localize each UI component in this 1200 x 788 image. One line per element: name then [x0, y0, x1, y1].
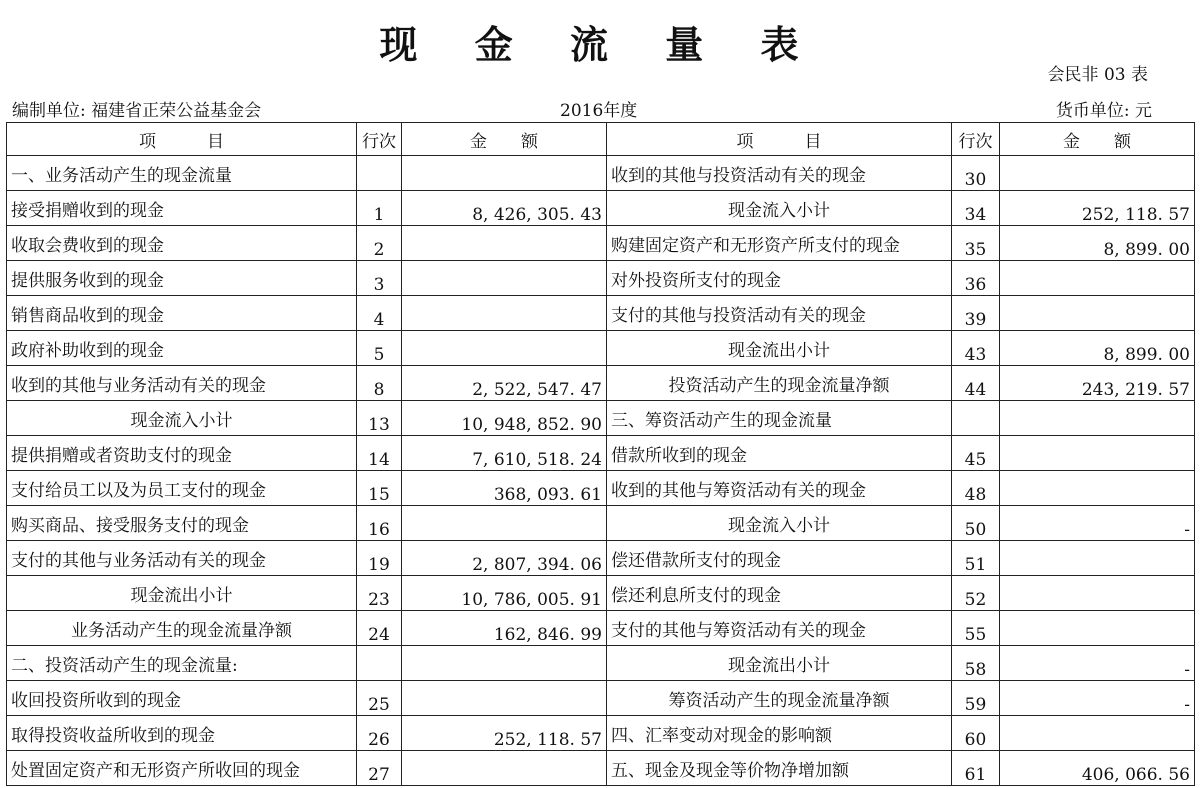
left-amount — [402, 681, 607, 716]
right-amount — [1000, 261, 1195, 296]
right-line-no: 58 — [952, 646, 1000, 681]
left-item: 收回投资所收到的现金 — [7, 681, 357, 716]
table-row — [7, 681, 1195, 716]
table-row — [7, 226, 1195, 261]
left-item: 一、业务活动产生的现金流量 — [7, 156, 357, 191]
left-item: 现金流出小计 — [7, 576, 357, 611]
right-amount: - — [1000, 681, 1195, 716]
left-line-no: 13 — [357, 401, 402, 436]
right-item: 收到的其他与投资活动有关的现金 — [607, 156, 952, 191]
table-row — [7, 751, 1195, 786]
right-amount: - — [1000, 646, 1195, 681]
left-item: 现金流入小计 — [7, 401, 357, 436]
table-row — [7, 716, 1195, 751]
left-item: 支付给员工以及为员工支付的现金 — [7, 471, 357, 506]
table-row — [7, 331, 1195, 366]
table-row — [7, 576, 1195, 611]
header-item-right: 项 目 — [607, 123, 952, 156]
right-line-no — [952, 401, 1000, 436]
left-item: 处置固定资产和无形资产所收回的现金 — [7, 751, 357, 786]
left-amount — [402, 331, 607, 366]
right-amount: 252, 118. 57 — [1000, 191, 1195, 226]
left-line-no: 14 — [357, 436, 402, 471]
right-amount — [1000, 716, 1195, 751]
right-item: 支付的其他与筹资活动有关的现金 — [607, 611, 952, 646]
right-item: 五、现金及现金等价物净增加额 — [607, 751, 952, 786]
left-line-no: 27 — [357, 751, 402, 786]
right-item: 现金流入小计 — [607, 191, 952, 226]
right-line-no: 61 — [952, 751, 1000, 786]
right-item: 四、汇率变动对现金的影响额 — [607, 716, 952, 751]
page-title: 现 金 流 量 表 — [379, 23, 821, 67]
right-amount — [1000, 576, 1195, 611]
report-year: 2016年度 — [560, 101, 638, 121]
right-item: 收到的其他与筹资活动有关的现金 — [607, 471, 952, 506]
table-row — [7, 191, 1195, 226]
left-item: 购买商品、接受服务支付的现金 — [7, 506, 357, 541]
left-item: 提供服务收到的现金 — [7, 261, 357, 296]
right-line-no: 39 — [952, 296, 1000, 331]
table-row — [7, 261, 1195, 296]
left-amount: 10, 786, 005. 91 — [402, 576, 607, 611]
header-line-left: 行次 — [357, 123, 402, 156]
left-line-no: 19 — [357, 541, 402, 576]
right-line-no: 44 — [952, 366, 1000, 401]
right-line-no: 51 — [952, 541, 1000, 576]
left-amount: 368, 093. 61 — [402, 471, 607, 506]
left-item: 收取会费收到的现金 — [7, 226, 357, 261]
left-amount — [402, 296, 607, 331]
right-item: 偿还借款所支付的现金 — [607, 541, 952, 576]
table-row — [7, 401, 1195, 436]
left-amount: 7, 610, 518. 24 — [402, 436, 607, 471]
right-item: 筹资活动产生的现金流量净额 — [607, 681, 952, 716]
left-item: 收到的其他与业务活动有关的现金 — [7, 366, 357, 401]
right-item: 偿还利息所支付的现金 — [607, 576, 952, 611]
table-header-row — [7, 123, 1195, 156]
table-row — [7, 436, 1195, 471]
left-amount — [402, 156, 607, 191]
left-line-no: 26 — [357, 716, 402, 751]
header-line-right: 行次 — [952, 123, 1000, 156]
left-item: 提供捐赠或者资助支付的现金 — [7, 436, 357, 471]
right-line-no: 45 — [952, 436, 1000, 471]
right-amount — [1000, 401, 1195, 436]
right-amount: 8, 899. 00 — [1000, 226, 1195, 261]
table-row — [7, 506, 1195, 541]
table-row — [7, 296, 1195, 331]
table-row — [7, 541, 1195, 576]
right-item: 投资活动产生的现金流量净额 — [607, 366, 952, 401]
right-item: 支付的其他与投资活动有关的现金 — [607, 296, 952, 331]
left-line-no: 25 — [357, 681, 402, 716]
right-amount — [1000, 471, 1195, 506]
left-item: 销售商品收到的现金 — [7, 296, 357, 331]
right-item: 对外投资所支付的现金 — [607, 261, 952, 296]
left-line-no — [357, 646, 402, 681]
left-item: 支付的其他与业务活动有关的现金 — [7, 541, 357, 576]
right-line-no: 59 — [952, 681, 1000, 716]
left-amount — [402, 646, 607, 681]
left-amount: 8, 426, 305. 43 — [402, 191, 607, 226]
left-line-no: 4 — [357, 296, 402, 331]
table-row — [7, 471, 1195, 506]
right-line-no: 55 — [952, 611, 1000, 646]
header-amount-right: 金 额 — [1000, 123, 1195, 156]
left-line-no: 16 — [357, 506, 402, 541]
left-amount: 252, 118. 57 — [402, 716, 607, 751]
right-amount — [1000, 611, 1195, 646]
right-line-no: 60 — [952, 716, 1000, 751]
right-item: 借款所收到的现金 — [607, 436, 952, 471]
right-line-no: 50 — [952, 506, 1000, 541]
left-amount — [402, 226, 607, 261]
table-row — [7, 156, 1195, 191]
table-row — [7, 646, 1195, 681]
right-line-no: 35 — [952, 226, 1000, 261]
left-line-no: 23 — [357, 576, 402, 611]
left-line-no: 24 — [357, 611, 402, 646]
form-code: 会民非 03 表 — [1047, 65, 1148, 85]
header-amount-left: 金 额 — [402, 123, 607, 156]
left-amount: 10, 948, 852. 90 — [402, 401, 607, 436]
table-row — [7, 611, 1195, 646]
left-amount — [402, 751, 607, 786]
left-amount: 2, 807, 394. 06 — [402, 541, 607, 576]
right-item: 现金流出小计 — [607, 331, 952, 366]
header-item-left: 项 目 — [7, 123, 357, 156]
right-amount: - — [1000, 506, 1195, 541]
left-line-no: 2 — [357, 226, 402, 261]
table-row — [7, 366, 1195, 401]
right-item: 三、筹资活动产生的现金流量 — [607, 401, 952, 436]
left-line-no: 8 — [357, 366, 402, 401]
right-line-no: 52 — [952, 576, 1000, 611]
right-amount: 243, 219. 57 — [1000, 366, 1195, 401]
right-amount — [1000, 541, 1195, 576]
left-item: 二、投资活动产生的现金流量: — [7, 646, 357, 681]
right-amount: 406, 066. 56 — [1000, 751, 1195, 786]
right-amount — [1000, 436, 1195, 471]
left-line-no: 15 — [357, 471, 402, 506]
cash-flow-table — [6, 122, 1195, 786]
left-amount: 162, 846. 99 — [402, 611, 607, 646]
right-line-no: 34 — [952, 191, 1000, 226]
left-line-no: 3 — [357, 261, 402, 296]
right-line-no: 48 — [952, 471, 1000, 506]
currency-unit: 货币单位: 元 — [1055, 101, 1152, 121]
right-item: 现金流入小计 — [607, 506, 952, 541]
left-line-no — [357, 156, 402, 191]
right-item: 购建固定资产和无形资产所支付的现金 — [607, 226, 952, 261]
right-amount: 8, 899. 00 — [1000, 331, 1195, 366]
left-item: 接受捐赠收到的现金 — [7, 191, 357, 226]
left-item: 政府补助收到的现金 — [7, 331, 357, 366]
left-item: 取得投资收益所收到的现金 — [7, 716, 357, 751]
right-amount — [1000, 296, 1195, 331]
org-unit: 编制单位: 福建省正荣公益基金会 — [12, 101, 262, 121]
left-amount — [402, 506, 607, 541]
right-line-no: 43 — [952, 331, 1000, 366]
left-amount: 2, 522, 547. 47 — [402, 366, 607, 401]
left-item: 业务活动产生的现金流量净额 — [7, 611, 357, 646]
right-line-no: 36 — [952, 261, 1000, 296]
right-item: 现金流出小计 — [607, 646, 952, 681]
left-amount — [402, 261, 607, 296]
right-line-no: 30 — [952, 156, 1000, 191]
left-line-no: 5 — [357, 331, 402, 366]
right-amount — [1000, 156, 1195, 191]
left-line-no: 1 — [357, 191, 402, 226]
